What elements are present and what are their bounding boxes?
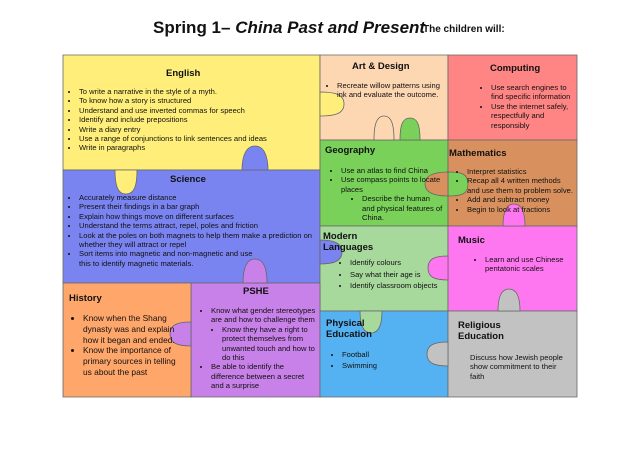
list-item: • Add and subtract money [467,195,574,204]
history-list [72,313,178,378]
art-design-heading: Art & Design [352,61,410,72]
page-subtitle: The children will: [423,24,505,35]
modern-languages-list [339,257,445,292]
music-list [474,255,572,274]
list-item: • Recreate willow patterns using ink and evaluate the outcome. [337,81,444,100]
music-heading: Music [458,235,485,246]
list-item: • To know how a story is structured [79,96,318,105]
list-item: • Describe the human and physical features of China. [362,194,444,222]
list-item: • Know when the Shang dynasty was and explain how it began and ended. [83,313,178,345]
list-item: • Understand and use inverted commas for speech [79,106,318,115]
english-list [68,87,318,153]
list-item: • Write a diary entry [79,125,318,134]
list-item: • Identify and include prepositions [79,115,318,124]
list-item: • Understand the terms attract, repel, poles and friction [79,221,316,230]
mathematics-list [456,167,574,214]
list-item: • Football [342,349,441,360]
list-item: • Write in paragraphs [79,143,318,152]
religious-education-heading [458,320,504,342]
list-item: • Say what their age is [350,269,445,281]
list-item: • Interpret statistics [467,167,574,176]
list-item: • Learn and use Chinese pentatonic scales [485,255,572,274]
pshe-list [200,306,318,391]
physical-education-heading [326,318,372,340]
title-prefix: Spring 1– [153,18,236,37]
list-item: • Use the internet safely, respectfully and responsibly [491,102,574,130]
modern-languages-heading [323,231,373,253]
list-item: • Be able to identify the difference between a secret and a surprise [211,362,318,390]
mathematics-heading: Mathematics [449,148,507,159]
list-item: • Know the importance of primary sources in telling us about the past [83,345,178,377]
list-item: • Know they have a right to protect themselves from unwanted touch and how to do this [222,325,318,363]
science-heading: Science [170,174,206,185]
physical-education-heading-line1: Physical [326,318,365,329]
list-item: • Use an atlas to find China [341,166,444,175]
geography-list [330,166,444,222]
knob-english-into-science [115,170,137,194]
physical-education-list [331,349,441,371]
list-item: • Use compass points to locate places [341,175,444,194]
list-item: • Identify colours [350,257,445,269]
list-item: • Identify classroom objects [350,280,445,292]
religious-education-text: Discuss how Jewish people show commitment to their faith [470,353,563,381]
computing-heading: Computing [490,63,541,74]
modern-languages-heading-line1: Modern [323,231,358,242]
science-list [68,193,316,268]
history-heading: History [69,293,102,304]
list-item: • Look at the poles on both magnets to help them make a prediction on whether they will attract or repel [79,231,316,250]
list-item: • Know what gender stereotypes are and how to challenge them [211,306,318,325]
geography-heading: Geography [325,145,376,156]
list-item: • Sort items into magnetic and non-magnetic and use this to identify magnetic materials. [79,249,316,268]
english-heading: English [166,68,201,79]
art-design-list [326,81,444,100]
title-topic: China Past and Present [235,18,426,37]
list-item: • Recap all 4 written methods and use them to problem solve. [467,176,574,195]
list-item: • Begin to look at fractions [467,205,574,214]
list-item: • Swimming [342,360,441,371]
religious-education-heading-line2: Education [458,331,504,342]
list-item: • To write a narrative in the style of a myth. [79,87,318,96]
modern-languages-heading-line2: Languages [323,242,374,253]
list-item: • Accurately measure distance [79,193,316,202]
physical-education-heading-line2: Education [326,329,372,340]
list-item: • Use a range of conjunctions to link sentences and ideas [79,134,318,143]
list-item: • Use search engines to find specific information [491,83,574,102]
religious-education-heading-line1: Religious [458,320,501,331]
computing-list [480,83,574,130]
list-item: • Present their findings in a bar graph [79,202,316,211]
list-item: • Explain how things move on different surfaces [79,212,316,221]
knob-geography-into-computing [400,118,420,140]
pshe-heading: PSHE [243,286,269,297]
